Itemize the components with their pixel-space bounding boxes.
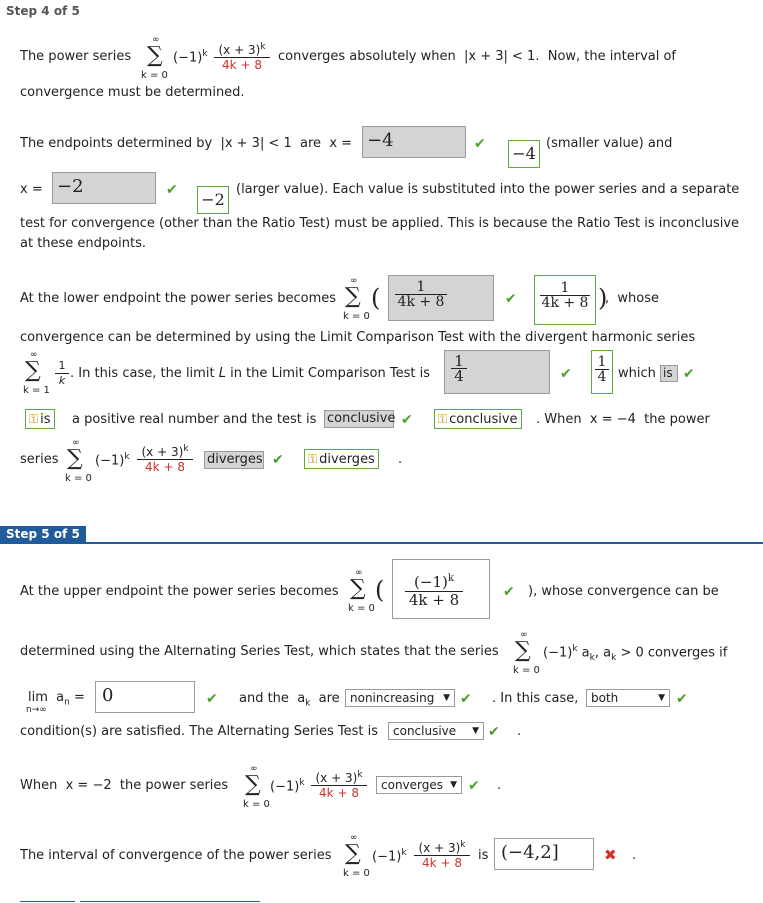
sigma-top: ∞ (350, 833, 358, 843)
key-icon: ⚿ (308, 452, 318, 466)
conclusive-hint: ⚿ conclusive (434, 409, 522, 429)
check-icon: ✔ (474, 136, 486, 152)
series-coef: $(-1)^k$ (270, 778, 305, 795)
period: . (632, 848, 637, 863)
endpoints-text: The endpoints determined by |x + 3| < 1 are x = (20, 136, 353, 151)
chevron-down-icon: ▼ (658, 693, 665, 703)
check-icon: ✔ (206, 691, 218, 707)
upper-series-input[interactable]: $\frac{(-1)^k}{4k + 8}$ (392, 559, 490, 619)
period: . (497, 778, 502, 793)
series-coef: $(-1)^k$ (173, 49, 208, 66)
check-icon: ✔ (683, 366, 695, 382)
upper-endpoint-answer: −2 (197, 186, 229, 214)
intro-text-a: The power series (20, 49, 132, 64)
check-icon: ✔ (401, 412, 413, 428)
when-upper-text: When x = −2 the power series (20, 778, 229, 793)
sigma-top: ∞ (30, 350, 38, 360)
intro-text-d: convergence must be determined. (20, 85, 245, 100)
open-paren: ( (371, 284, 381, 312)
check-icon: ✔ (505, 291, 517, 307)
in-this-case-text: . In this case, (492, 691, 579, 706)
sigma-bottom: k = 0 (513, 665, 540, 676)
conclusive-select-2[interactable]: conclusive ▼ (388, 722, 484, 740)
and-the-text: and the $a_k$ are (239, 691, 340, 709)
sigma-bottom: k = 0 (348, 603, 375, 614)
check-icon: ✔ (560, 366, 572, 382)
lower-series-input[interactable]: $\frac{1}{4k + 8}$ (388, 275, 494, 321)
limit-text: . In this case, the limit L in the Limit Comparison Test is (70, 366, 430, 381)
limit-answer: $\frac{1}{4}$ (591, 350, 613, 394)
diverges-select[interactable]: diverges (204, 451, 264, 469)
sigma-symbol: ∑ (245, 772, 261, 797)
intro-text-b: converges absolutely when |x + 3| < 1. Now, the interval of (278, 49, 677, 64)
sigma-symbol: ∑ (515, 638, 531, 663)
sigma-bottom: k = 0 (343, 311, 370, 322)
open-paren: ( (375, 576, 385, 604)
diverges-hint: ⚿ diverges (304, 449, 379, 469)
lower-note: (smaller value) and (546, 136, 673, 151)
conclusive-select[interactable]: conclusive (324, 410, 394, 428)
lower-series-answer: $\frac{1}{4k + 8}$ (534, 275, 596, 325)
sigma-top: ∞ (250, 764, 258, 774)
step-4-header: Step 4 of 5 (6, 4, 80, 18)
x-eq-label: x = (20, 182, 43, 197)
is-select[interactable]: is (660, 365, 678, 382)
series-fraction: $\frac{(x + 3)^k}{4k + 8}$ (414, 838, 470, 870)
sigma-bottom: k = 0 (243, 799, 270, 810)
series-coef: $(-1)^k$ (372, 848, 407, 865)
nonincreasing-select[interactable]: nonincreasing ▼ (345, 689, 455, 707)
lct-line: convergence can be determined by using the Limit Comparison Test with the divergent harmonic series (20, 330, 696, 345)
sigma-top: ∞ (72, 438, 80, 448)
step-5-bar (0, 526, 763, 544)
lower-series-text: At the lower endpoint the power series becomes (20, 291, 337, 306)
series-fraction: $\frac{(x + 3)^k}{4k + 8}$ (137, 442, 193, 474)
ratio-line-1: test for convergence (other than the Ratio Test) must be applied. This is because the Ratio Test is inconclusive (20, 216, 740, 231)
lim-sub: n→∞ (26, 705, 47, 715)
series-fraction: $\frac{(x + 3)^k}{4k + 8}$ (214, 40, 270, 72)
check-icon: ✔ (676, 691, 688, 707)
sigma-symbol: ∑ (25, 358, 41, 383)
sigma-top: ∞ (355, 568, 363, 578)
period: . (517, 724, 522, 739)
series-fraction: $\frac{(x + 3)^k}{4k + 8}$ (311, 768, 367, 800)
check-icon: ✔ (166, 182, 178, 198)
x-mark-icon: ✖ (604, 846, 617, 864)
sigma-top: ∞ (152, 35, 160, 45)
upper-endpoint-input[interactable]: −2 (52, 172, 156, 204)
series-word: series (20, 452, 59, 467)
sigma-top: ∞ (350, 276, 358, 286)
limit-input[interactable]: $\frac{1}{4}$ (444, 350, 550, 394)
period: . (398, 452, 403, 467)
series-coef: $(-1)^k$ (95, 452, 130, 469)
sigma-symbol: ∑ (67, 446, 83, 471)
sigma-top: ∞ (520, 630, 528, 640)
whose-conv-text: ), whose convergence can be (528, 584, 719, 599)
sigma-symbol: ∑ (350, 576, 366, 601)
key-icon: ⚿ (29, 412, 39, 426)
sigma-symbol: ∑ (345, 284, 361, 309)
sigma-bottom: k = 0 (141, 70, 168, 81)
interval-input[interactable]: (−4,2] (494, 838, 594, 870)
chevron-down-icon: ▼ (450, 780, 457, 790)
lower-endpoint-answer: −4 (508, 140, 540, 168)
whose-text: , whose (605, 291, 660, 306)
sigma-bottom: k = 0 (65, 473, 92, 484)
divider (80, 901, 260, 902)
when-lower-text: . When x = −4 the power (536, 412, 710, 427)
check-icon: ✔ (460, 691, 472, 707)
both-select[interactable]: both ▼ (586, 689, 670, 707)
ratio-line-2: at these endpoints. (20, 236, 146, 251)
check-icon: ✔ (503, 584, 515, 600)
check-icon: ✔ (468, 778, 480, 794)
close-paren: ) (598, 284, 608, 312)
conditions-text: condition(s) are satisfied. The Alternating Series Test is (20, 724, 379, 739)
sigma-bottom: k = 0 (343, 868, 370, 879)
converges-select[interactable]: converges ▼ (376, 776, 462, 794)
which-text: which (618, 366, 656, 381)
harmonic-fraction: $\frac{1}{k}$ (55, 359, 69, 388)
key-icon: ⚿ (438, 412, 448, 426)
lower-endpoint-input[interactable]: −4 (362, 126, 466, 158)
interval-text: The interval of convergence of the power series (20, 848, 332, 863)
is-hint: ⚿ is (25, 409, 55, 429)
upper-series-text: At the upper endpoint the power series becomes (20, 584, 339, 599)
ast-text: determined using the Alternating Series Test, which states that the series (20, 644, 499, 659)
upper-note: (larger value). Each value is substituted into the power series and a separate (236, 182, 740, 197)
sigma-bottom: k = 1 (23, 385, 50, 396)
sigma-symbol: ∑ (345, 841, 361, 866)
ast-term: $(-1)^k$ $a_k$, $a_k > 0$ converges if (543, 644, 728, 663)
check-icon: ✔ (272, 452, 284, 468)
is-text: is (478, 848, 489, 863)
sigma-symbol: ∑ (147, 43, 163, 68)
lim-label: $\lim a_n$ = (28, 690, 85, 708)
limit-zero-input[interactable]: 0 (95, 681, 195, 713)
check-icon: ✔ (488, 724, 500, 740)
chevron-down-icon: ▼ (472, 726, 479, 736)
step-5-header: Step 5 of 5 (0, 526, 86, 544)
divider (20, 901, 75, 902)
positive-text: a positive real number and the test is (72, 412, 317, 427)
chevron-down-icon: ▼ (443, 693, 450, 703)
